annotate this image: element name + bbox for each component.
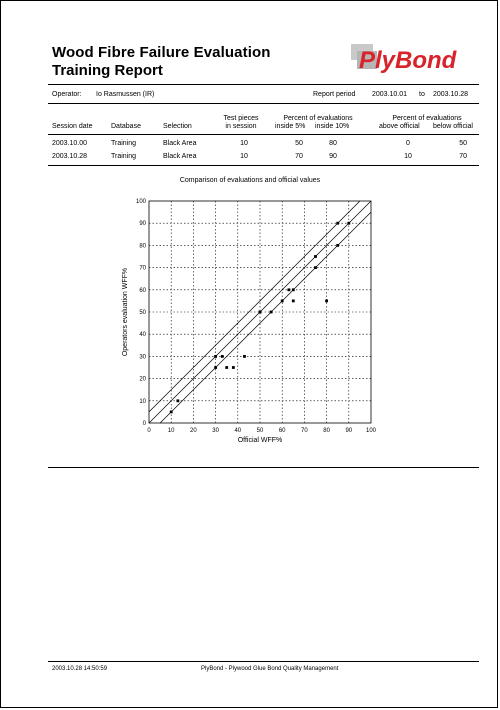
- operator-value: Io Rasmussen (IR): [96, 91, 155, 98]
- cell-below: 70: [459, 153, 467, 160]
- cell-inside5: 70: [295, 153, 303, 160]
- data-point: [292, 300, 295, 303]
- x-tick-label: 20: [190, 428, 197, 434]
- chart-bottom-rule: [48, 467, 479, 468]
- cell-above: 0: [406, 140, 410, 147]
- cell-database: Training: [111, 153, 137, 160]
- y-tick-label: 30: [139, 354, 146, 361]
- data-point: [270, 311, 273, 314]
- x-tick-label: 60: [278, 428, 286, 434]
- period-from: 2003.10.01: [372, 91, 408, 98]
- col-database: Database: [111, 123, 141, 130]
- operator-label: Operator:: [52, 91, 82, 98]
- header-rule: [48, 84, 479, 85]
- col-below-official: below official: [433, 123, 473, 130]
- data-point: [176, 399, 179, 402]
- reference-line: [149, 201, 360, 412]
- x-axis-label: Official WFF%: [237, 437, 283, 444]
- data-point: [214, 355, 217, 358]
- data-point: [325, 300, 328, 303]
- data-point: [314, 255, 317, 258]
- data-point: [259, 311, 262, 314]
- col-percent-official: Percent of evaluations: [392, 115, 462, 122]
- cell-selection: Black Area: [163, 140, 197, 147]
- data-point: [292, 288, 295, 291]
- logo-text: PlyBond: [359, 47, 457, 74]
- data-point: [221, 355, 224, 358]
- y-tick-label: 0: [142, 421, 146, 427]
- cell-test-pieces: 10: [240, 140, 248, 147]
- data-point: [232, 366, 235, 369]
- period-to-label: to: [419, 91, 425, 98]
- col-test-pieces: [211, 115, 271, 131]
- cell-inside10: 90: [329, 153, 337, 160]
- x-tick-label: 40: [234, 428, 242, 434]
- plybond-logo: [345, 41, 477, 79]
- y-tick-label: 40: [139, 332, 146, 339]
- footer-timestamp: 2003.10.28 14:50:59: [52, 666, 108, 672]
- col-inside5: inside 5%: [275, 123, 306, 130]
- cell-date: 2003.10.28: [52, 153, 88, 160]
- col-inside10: inside 10%: [315, 123, 350, 130]
- y-tick-label: 80: [139, 243, 146, 250]
- col-test-pieces-line2: in session: [225, 123, 257, 130]
- cell-database: Training: [111, 140, 137, 147]
- report-title: Wood Fibre Failure Evaluation: [52, 44, 271, 61]
- cell-inside5: 50: [295, 140, 303, 147]
- cell-below: 50: [459, 140, 467, 147]
- x-tick-label: 0: [147, 428, 151, 434]
- data-point: [347, 222, 350, 225]
- data-point: [214, 366, 217, 369]
- col-test-pieces-line1: Test pieces: [223, 115, 259, 122]
- col-above-official: above official: [379, 123, 420, 130]
- y-tick-label: 90: [139, 221, 146, 228]
- x-tick-label: 90: [345, 428, 353, 434]
- data-point: [170, 411, 173, 414]
- footer-product: PlyBond - Plywood Glue Bond Quality Management: [201, 666, 339, 672]
- cell-inside10: 80: [329, 140, 337, 147]
- x-tick-label: 10: [167, 428, 175, 434]
- period-to: 2003.10.28: [433, 91, 469, 98]
- scatter-chart: [111, 191, 391, 456]
- cell-above: 10: [404, 153, 412, 160]
- data-point: [281, 300, 284, 303]
- report-subtitle: Training Report: [52, 62, 163, 79]
- y-tick-label: 70: [139, 265, 146, 272]
- reference-line: [160, 212, 371, 423]
- col-session-date: Session date: [52, 123, 93, 130]
- data-point: [287, 288, 290, 291]
- y-axis-label: Operators evaluation WFF%: [122, 267, 129, 357]
- data-point: [336, 244, 339, 247]
- table-bottom-rule: [48, 165, 479, 166]
- col-selection: Selection: [163, 123, 192, 130]
- x-tick-label: 30: [212, 428, 219, 434]
- x-tick-label: 50: [256, 428, 264, 434]
- y-tick-label: 20: [139, 376, 146, 383]
- footer-rule: [48, 661, 479, 662]
- y-tick-label: 100: [135, 199, 146, 205]
- data-point: [336, 222, 339, 225]
- y-tick-label: 10: [139, 398, 146, 405]
- operator-rule: [48, 103, 479, 104]
- y-tick-label: 50: [139, 310, 146, 316]
- chart-title: Comparison of evaluations and official values: [179, 177, 321, 184]
- report-period-label: Report period: [313, 91, 356, 98]
- cell-test-pieces: 10: [240, 153, 248, 160]
- cell-selection: Black Area: [163, 153, 197, 160]
- x-tick-label: 80: [323, 428, 330, 434]
- cell-date: 2003.10.00: [52, 140, 88, 147]
- data-point: [225, 366, 228, 369]
- x-tick-label: 70: [301, 428, 308, 434]
- col-percent-evals: Percent of evaluations: [283, 115, 353, 122]
- table-header-rule: [48, 134, 479, 135]
- y-tick-label: 60: [139, 287, 146, 294]
- x-tick-label: 100: [365, 428, 377, 434]
- data-point: [243, 355, 246, 358]
- data-point: [314, 266, 317, 269]
